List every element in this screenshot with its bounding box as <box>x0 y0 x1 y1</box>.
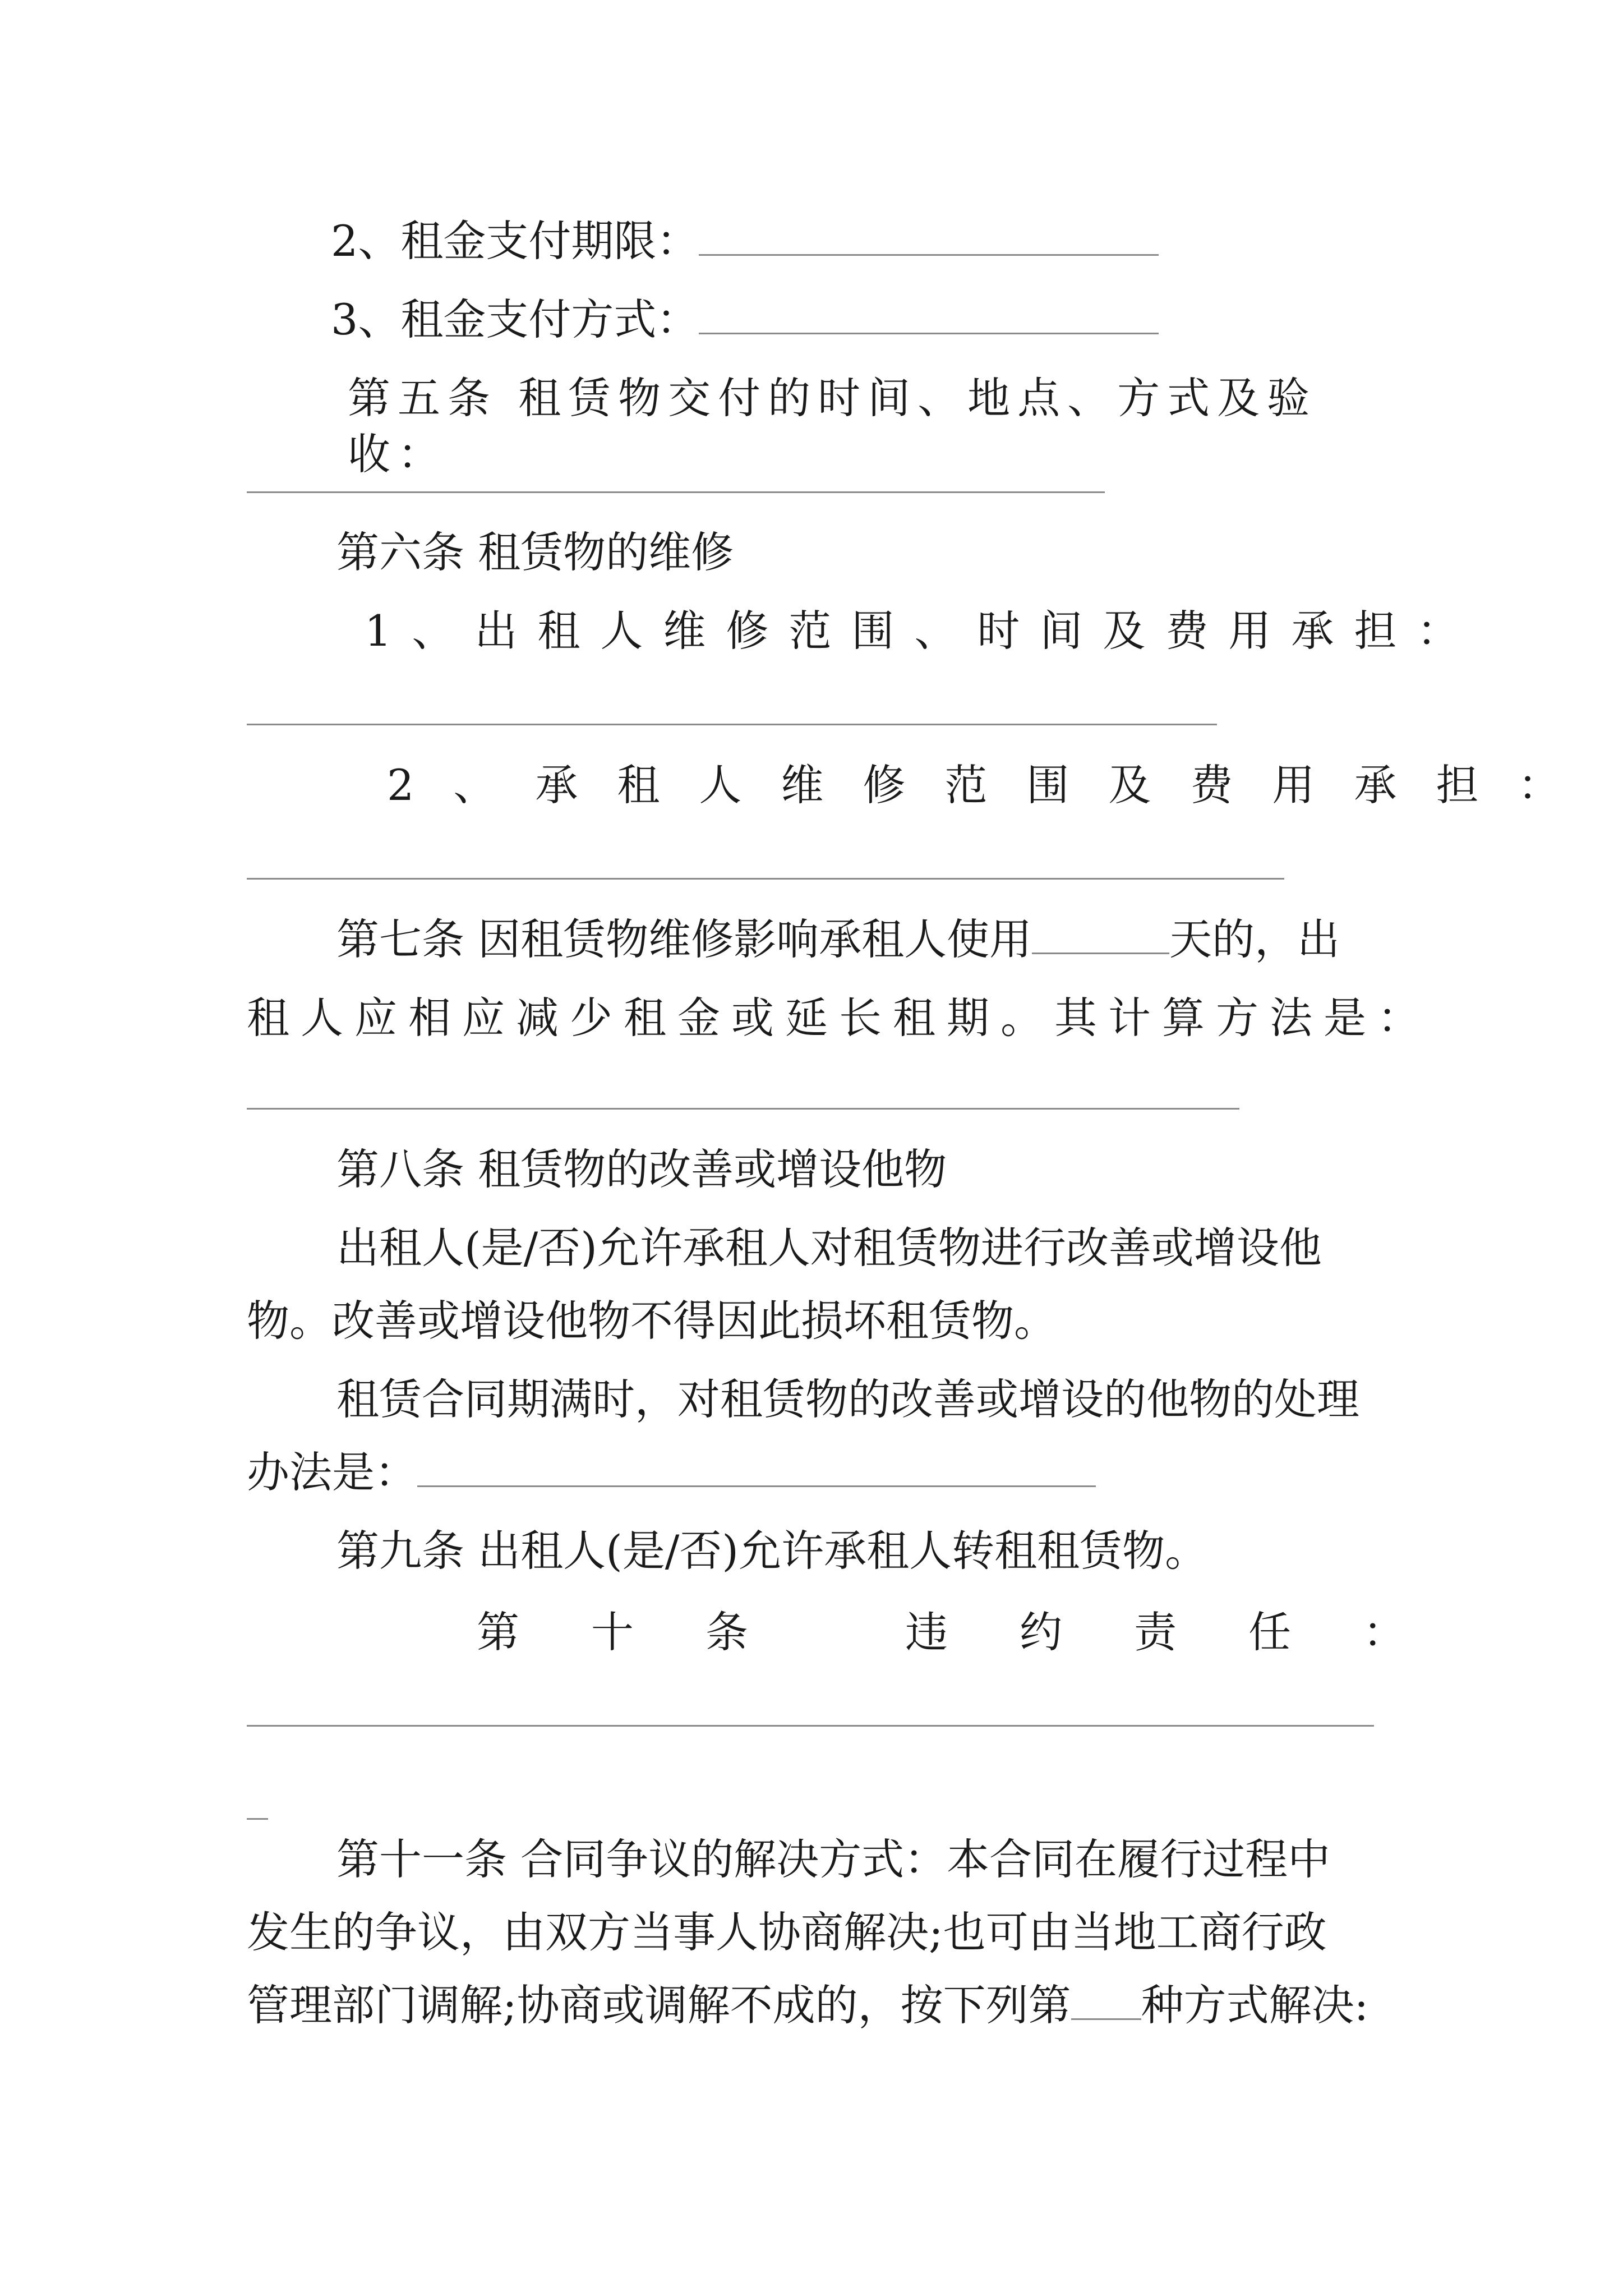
rent-payment-method-label: 3、租金支付方式： <box>331 292 1159 348</box>
repair-days-blank[interactable] <box>1032 919 1169 954</box>
article-8-paragraph-1-line-1: 出租人(是/否)允许承租人对租赁物进行改善或增设他 <box>336 1223 1322 1273</box>
dispute-method-number-blank[interactable] <box>1071 1985 1141 2020</box>
article-5-blank-line[interactable] <box>247 491 1105 493</box>
article-6-item-1-blank-line[interactable] <box>247 724 1217 725</box>
article-7-line-2: 租人应相应减少租金或延长租期。其计算方法是： <box>247 993 1431 1043</box>
article-6-heading: 第六条 租赁物的维修 <box>336 527 734 577</box>
improvement-disposal-blank[interactable] <box>417 1452 1096 1487</box>
article-8-paragraph-2-line-2: 办法是： <box>247 1444 1096 1501</box>
rent-payment-method-blank[interactable] <box>699 299 1159 334</box>
article-10-heading: 第十条 违约责任： <box>477 1607 1478 1657</box>
article-8-heading: 第八条 租赁物的改善或增设他物 <box>336 1144 947 1194</box>
rent-payment-deadline-blank[interactable] <box>699 220 1159 256</box>
article-11-line-3: 管理部门调解;协商或调解不成的，按下列第 种方式解决: <box>247 1980 1369 2030</box>
article-10-blank-line[interactable] <box>247 1725 1374 1727</box>
article-10-trailing-underscore: _ <box>247 1770 268 1820</box>
article-6-item-1-label: 1、出租人维修范围、时间及费用承担： <box>365 606 1480 656</box>
article-8-paragraph-1-line-2: 物。改善或增设他物不得因此损坏租赁物。 <box>247 1296 1057 1346</box>
article-7-blank-line[interactable] <box>247 1108 1239 1110</box>
article-8-paragraph-2-line-1: 租赁合同期满时，对租赁物的改善或增设的他物的处理 <box>336 1374 1359 1424</box>
article-6-item-2-blank-line[interactable] <box>247 878 1284 880</box>
article-5-heading: 第五条 租赁物交付的时间、地点、方式及验收： <box>348 373 1317 479</box>
article-11-line-2: 发生的争议，由双方当事人协商解决;也可由当地工商行政 <box>247 1907 1327 1957</box>
article-7-line-1: 第七条 因租赁物维修影响承租人使用 天的，出 <box>336 914 1340 964</box>
article-6-item-2-label: 2、承租人维修范围及费用承担： <box>387 760 1600 810</box>
article-11-line-1: 第十一条 合同争议的解决方式：本合同在履行过程中 <box>336 1834 1331 1884</box>
article-9-text: 第九条 出租人(是/否)允许承租人转租租赁物。 <box>336 1526 1208 1576</box>
rent-payment-deadline-label: 2、租金支付期限： <box>331 213 1159 269</box>
